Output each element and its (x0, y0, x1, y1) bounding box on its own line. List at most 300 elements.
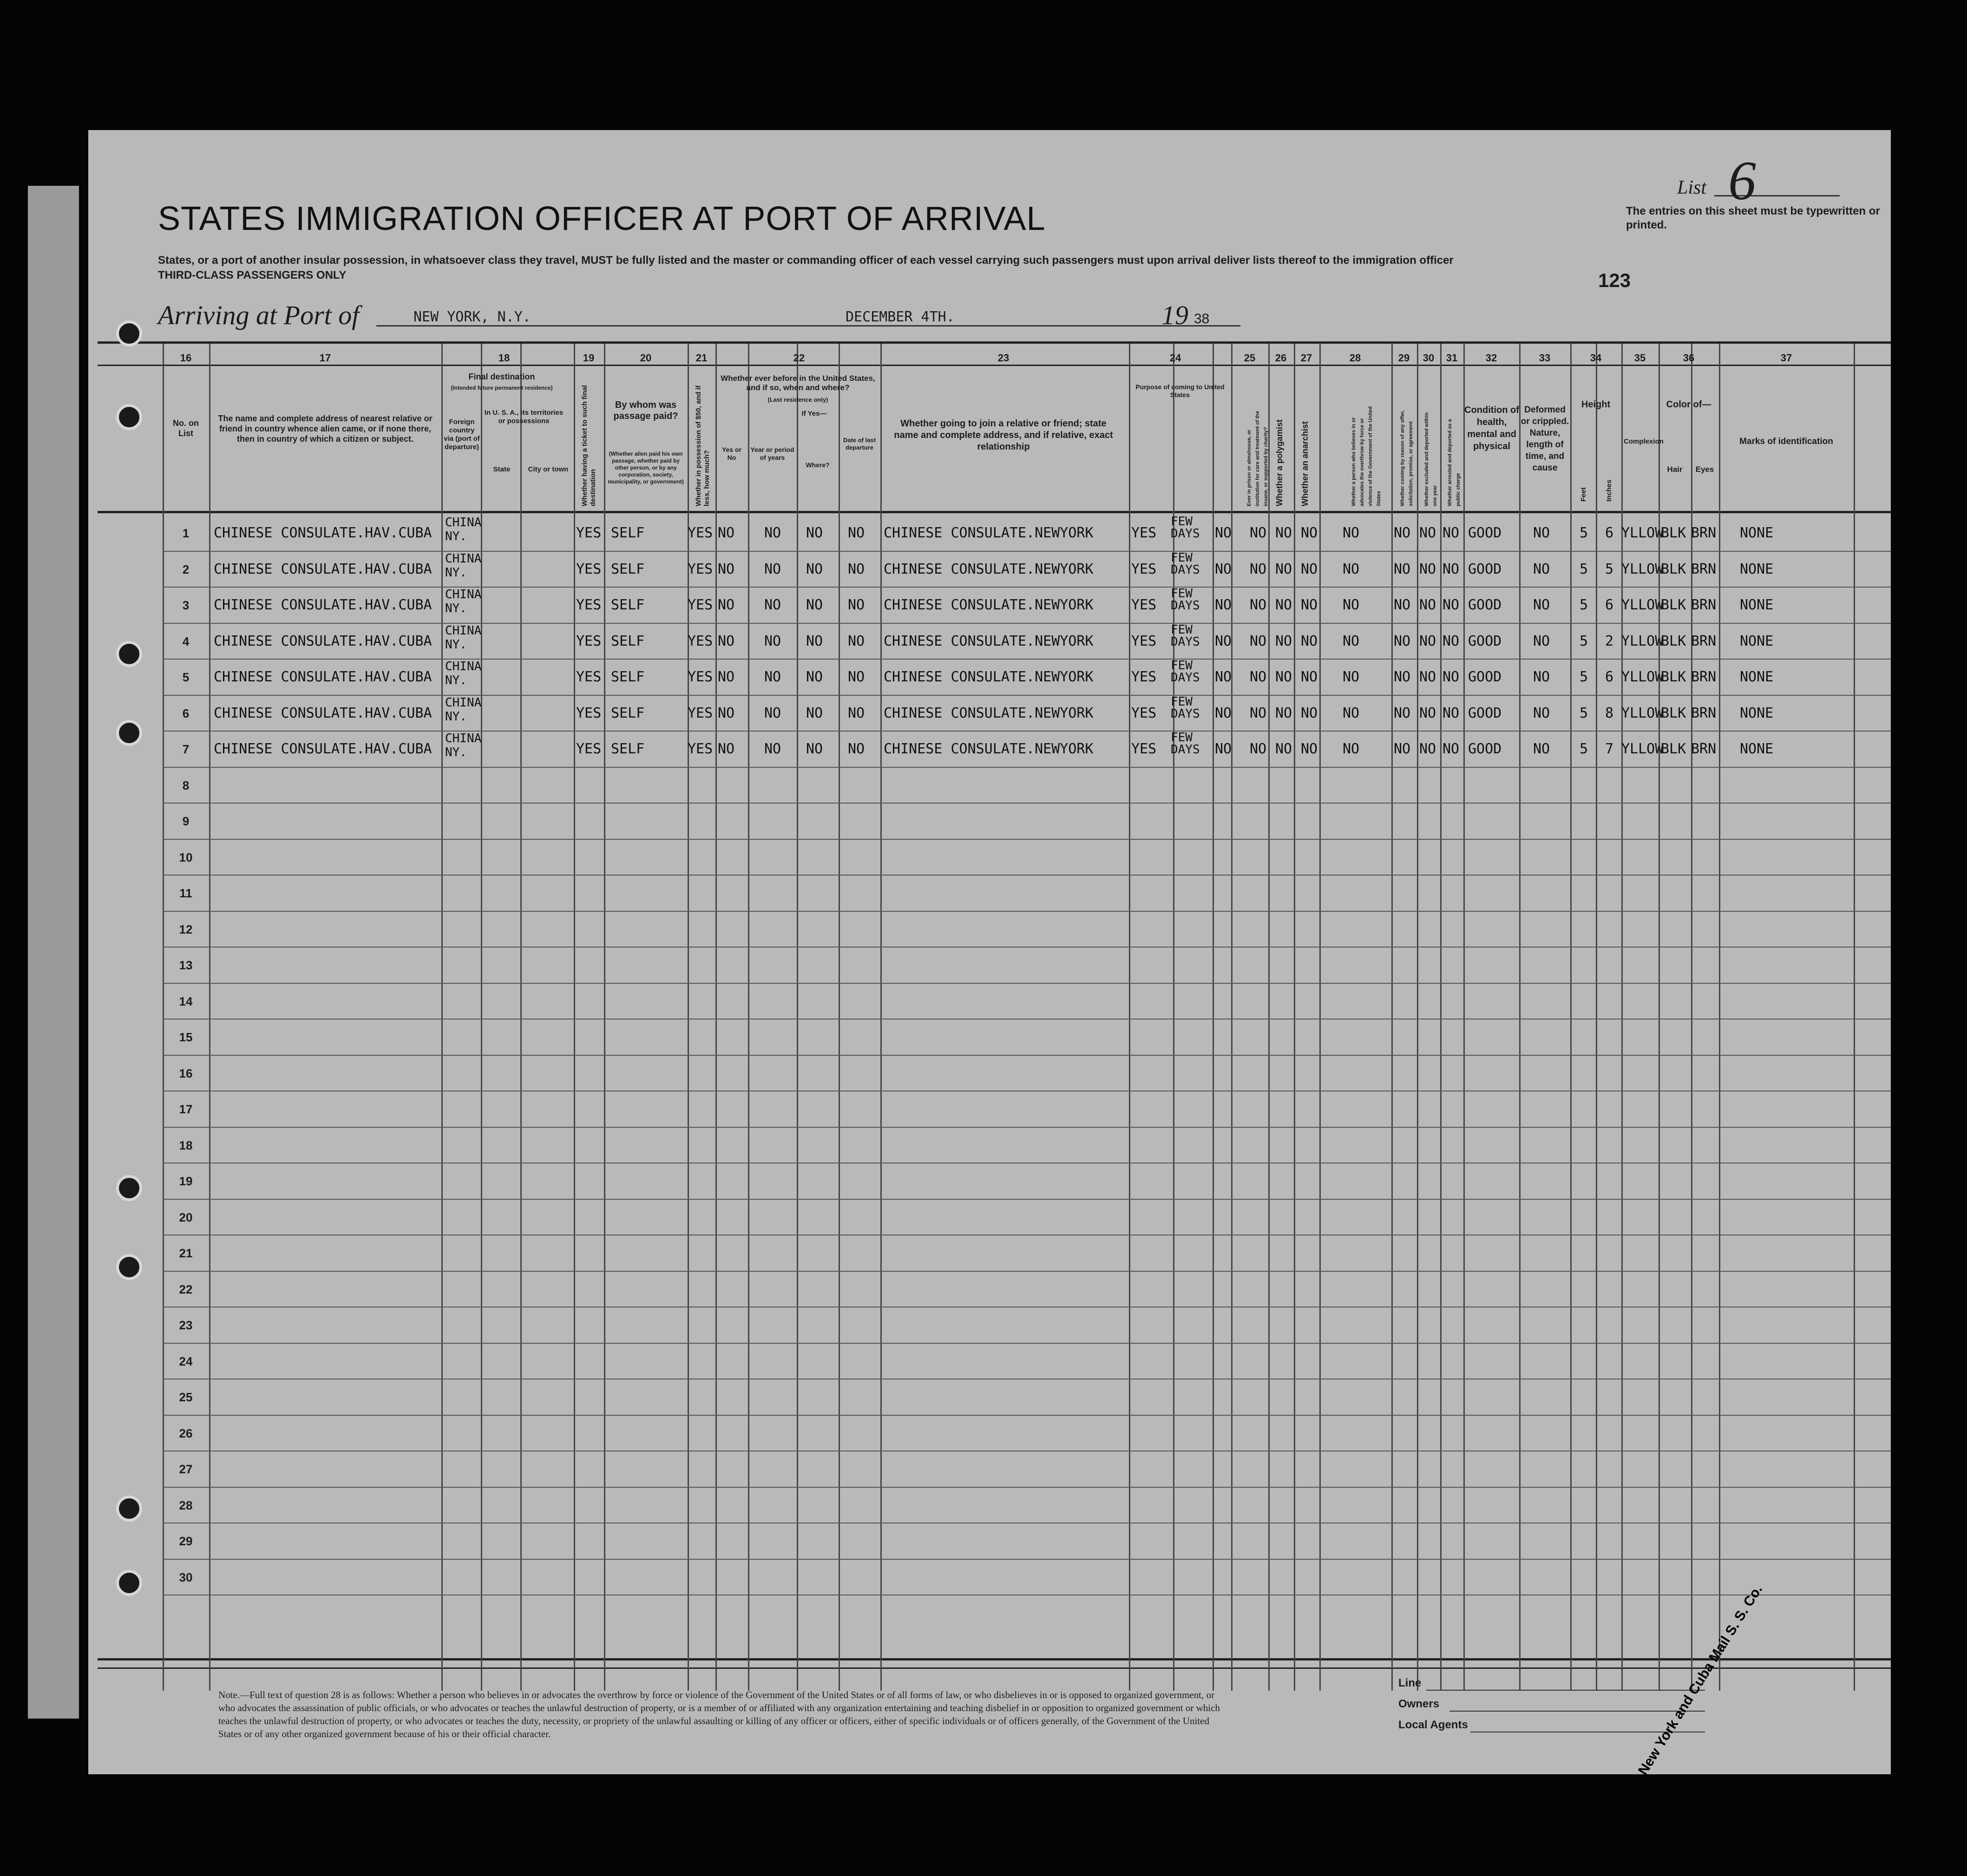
cell-c24a: YES (1131, 597, 1157, 613)
header-state: State (493, 465, 511, 473)
cell-c29: NO (1394, 741, 1411, 757)
row-number: 13 (179, 958, 193, 972)
column-number: 33 (1539, 352, 1551, 364)
cell-state: NY. (445, 673, 467, 687)
cell-relative: CHINESE CONSULATE.HAV.CUBA (214, 669, 432, 685)
cell-before: NO (718, 741, 735, 757)
header-last-residence: (Last residence only) (767, 396, 828, 403)
cell-c30: NO (1419, 669, 1436, 685)
cell-where: NO (806, 597, 823, 613)
col-rule (1659, 344, 1660, 1691)
cell-complexion: YLLOW (1621, 705, 1664, 721)
row-number: 9 (182, 814, 190, 828)
cell-deformed: NO (1533, 705, 1550, 721)
col-rule (1596, 344, 1597, 1691)
header-feet: Feet (1580, 487, 1587, 502)
cell-c25: NO (1250, 669, 1267, 685)
cell-ticket: YES (576, 669, 602, 685)
header-offer-solicitation: Whether coming by reason of any offer, solicitation, promise, or agreement (1400, 410, 1414, 506)
cell-relative: CHINESE CONSULATE.HAV.CUBA (214, 525, 432, 541)
row-rule (163, 695, 1891, 696)
row-rule (163, 1091, 1891, 1092)
header-in-usa: In U. S. A., its territories or possessions (484, 409, 564, 425)
col-rule (1129, 344, 1130, 1691)
row-rule (163, 551, 1891, 552)
row-rule (163, 875, 1891, 876)
header-if-yes: If Yes— (801, 410, 827, 418)
owners-underline (1449, 1711, 1705, 1712)
intro-sentence: States, or a port of another insular possession, in whatsoever class they travel, MUST be fully listed and the master or commanding officer of each vessel carrying such passengers must upon arrival deliver lists thereof to the immigration officer (158, 254, 1454, 267)
cell-paid: SELF (611, 741, 645, 757)
row-number: 26 (179, 1426, 193, 1440)
cell-c27: NO (1301, 597, 1318, 613)
col-rule (163, 344, 164, 1691)
column-number: 29 (1398, 352, 1410, 364)
header-final-destination (444, 372, 560, 393)
date-value: DECEMBER 4TH. (846, 309, 955, 325)
cell-eyes: BRN (1691, 561, 1717, 577)
class-label: THIRD-CLASS PASSENGERS ONLY (158, 269, 347, 281)
col-rule (209, 344, 210, 1691)
cell-state: NY. (445, 529, 467, 543)
column-number: 26 (1275, 352, 1287, 364)
row-number: 24 (179, 1354, 193, 1368)
cell-c24c: NO (1215, 597, 1232, 613)
cell-c27: NO (1301, 741, 1318, 757)
row-number: 20 (179, 1210, 193, 1224)
cell-c27: NO (1301, 561, 1318, 577)
cell-c31: NO (1442, 561, 1460, 577)
col-rule (880, 344, 882, 1691)
cell-marks: NONE (1740, 561, 1774, 577)
cell-c24a: YES (1131, 525, 1157, 541)
cell-ticket: YES (576, 705, 602, 721)
list-label: List (1677, 177, 1707, 198)
port-value: NEW YORK, N.Y. (413, 309, 531, 325)
cell-c25: NO (1250, 525, 1267, 541)
row-rule (163, 1019, 1891, 1020)
row-number: 14 (179, 994, 193, 1008)
cell-ticket: YES (576, 741, 602, 757)
header-ever-before: Whether ever before in the United States, and if so, when and where? (721, 374, 875, 392)
cell-before: NO (718, 705, 735, 721)
cell-complexion: YLLOW (1621, 525, 1664, 541)
column-number: 21 (695, 352, 708, 364)
cell-inches: 7 (1605, 741, 1614, 757)
cell-c28: NO (1343, 741, 1360, 757)
cell-deformed: NO (1533, 633, 1550, 649)
cell-c26: NO (1275, 597, 1292, 613)
cell-c31: NO (1442, 525, 1460, 541)
cell-c27: NO (1301, 669, 1318, 685)
cell-relative: CHINESE CONSULATE.HAV.CUBA (214, 705, 432, 721)
row-number: 8 (182, 778, 190, 792)
cell-eyes: BRN (1691, 633, 1717, 649)
column-number: 22 (793, 352, 805, 364)
cell-date: NO (848, 633, 865, 649)
cell-c30: NO (1419, 741, 1436, 757)
cell-money: YES (688, 669, 713, 685)
cell-marks: NONE (1740, 705, 1774, 721)
cell-date: NO (848, 669, 865, 685)
header-where: Where? (806, 461, 830, 469)
cell-money: YES (688, 633, 713, 649)
cell-year: NO (764, 705, 781, 721)
cell-where: NO (806, 669, 823, 685)
row-rule (163, 1055, 1891, 1056)
column-number: 31 (1446, 352, 1458, 364)
cell-join: CHINESE CONSULATE.NEWYORK (884, 561, 1094, 577)
cell-state: NY. (445, 565, 467, 580)
row-number: 16 (179, 1066, 193, 1080)
cell-deformed: NO (1533, 597, 1550, 613)
cell-inches: 5 (1605, 561, 1614, 577)
column-number: 18 (498, 352, 510, 364)
cell-c24a: YES (1131, 741, 1157, 757)
header-eyes: Eyes (1695, 465, 1714, 474)
cell-paid: SELF (611, 669, 645, 685)
column-number: 32 (1485, 352, 1497, 364)
header-inches: Inches (1605, 479, 1613, 502)
header-passage-paid-note: (Whether alien paid his own passage, whether paid by other person, or by any corporation, society, municipality, or government) (608, 451, 684, 485)
cell-c28: NO (1343, 597, 1360, 613)
row-rule (163, 1559, 1891, 1560)
row-number: 12 (179, 922, 193, 936)
cell-complexion: YLLOW (1621, 597, 1664, 613)
cell-deformed: NO (1533, 525, 1550, 541)
cell-inches: 6 (1605, 525, 1614, 541)
header-going-to-join: Whether going to join a relative or friend; state name and complete address, and if relative, exact relationship (894, 418, 1113, 452)
intro-text (158, 253, 1645, 283)
cell-money: YES (688, 741, 713, 757)
header-height: Height (1581, 399, 1611, 410)
cell-deformed: NO (1533, 741, 1550, 757)
header-yes-or-no: Yes or No (721, 446, 742, 461)
cell-state: NY. (445, 601, 467, 615)
column-number: 30 (1423, 352, 1435, 364)
cell-hair: BLK (1661, 597, 1686, 613)
row-number: 22 (179, 1282, 193, 1296)
row-rule (163, 947, 1891, 948)
cell-relative: CHINESE CONSULATE.HAV.CUBA (214, 561, 432, 577)
cell-c27: NO (1301, 525, 1318, 541)
cell-c24b: FEW DAYS (1171, 515, 1200, 541)
header-fifty-dollars: Whether in possession of $50, and if less, how much? (695, 385, 711, 506)
header-last-departure: Date of last departure (843, 437, 876, 451)
cell-marks: NONE (1740, 633, 1774, 649)
year-suffix: 38 (1194, 311, 1210, 327)
punch-hole (116, 720, 142, 746)
cell-date: NO (848, 705, 865, 721)
col-rule (481, 344, 482, 1691)
cell-ticket: YES (576, 561, 602, 577)
cell-feet: 5 (1580, 669, 1588, 685)
cell-inches: 2 (1605, 633, 1614, 649)
col-rule (1294, 344, 1295, 1691)
cell-c26: NO (1275, 741, 1292, 757)
cell-c28: NO (1343, 705, 1360, 721)
cell-before: NO (718, 561, 735, 577)
cell-c26: NO (1275, 633, 1292, 649)
cell-c31: NO (1442, 741, 1460, 757)
cell-where: NO (806, 741, 823, 757)
cell-eyes: BRN (1691, 705, 1717, 721)
cell-c24c: NO (1215, 741, 1232, 757)
cell-before: NO (718, 633, 735, 649)
cell-c31: NO (1442, 597, 1460, 613)
cell-c24a: YES (1131, 561, 1157, 577)
cell-c24c: NO (1215, 669, 1232, 685)
cell-feet: 5 (1580, 525, 1588, 541)
header-overthrow: Whether a person who believes in or advocates the overthrow by force or violence of the Government of the United States (1351, 406, 1382, 506)
cell-c30: NO (1419, 561, 1436, 577)
header-color-of: Color of— (1666, 399, 1711, 410)
cell-feet: 5 (1580, 741, 1588, 757)
header-foreign-country: Foreign country via (port of departure) (444, 418, 480, 451)
col-rule (1854, 344, 1855, 1691)
cell-c31: NO (1442, 669, 1460, 685)
cell-c30: NO (1419, 597, 1436, 613)
line-underline (1426, 1690, 1705, 1691)
col-rule (715, 344, 717, 1691)
cell-feet: 5 (1580, 705, 1588, 721)
row-rule (163, 1199, 1891, 1200)
cell-c29: NO (1394, 597, 1411, 613)
cell-join: CHINESE CONSULATE.NEWYORK (884, 525, 1094, 541)
cell-marks: NONE (1740, 669, 1774, 685)
cell-health: GOOD (1468, 525, 1502, 541)
cell-hair: BLK (1661, 741, 1686, 757)
column-number: 37 (1780, 352, 1792, 364)
header-hair: Hair (1667, 465, 1683, 474)
final-destination-sub: (Intended future permanent residence) (451, 385, 553, 391)
cell-eyes: BRN (1691, 741, 1717, 757)
row-rule (163, 587, 1891, 588)
cell-where: NO (806, 705, 823, 721)
cell-money: YES (688, 525, 713, 541)
cell-country: CHINA (445, 551, 482, 566)
cell-c29: NO (1394, 525, 1411, 541)
cell-state: NY. (445, 709, 467, 724)
cell-c26: NO (1275, 561, 1292, 577)
header-nearest-relative: The name and complete address of nearest relative or friend in country whence alien came, or if none there, then in country of which a citizen or subject. (218, 414, 433, 444)
cell-join: CHINESE CONSULATE.NEWYORK (884, 741, 1094, 757)
col-rule (797, 344, 798, 1691)
cell-paid: SELF (611, 597, 645, 613)
cell-country: CHINA (445, 623, 482, 638)
punch-hole (116, 1570, 142, 1596)
page-number: 123 (1598, 269, 1631, 291)
column-number: 28 (1349, 352, 1361, 364)
punch-hole (116, 320, 142, 346)
year-prefix: 19 (1161, 300, 1188, 330)
row-number: 6 (182, 706, 190, 720)
row-number: 29 (179, 1534, 193, 1548)
column-number: 19 (583, 352, 595, 364)
cell-c28: NO (1343, 561, 1360, 577)
cell-c24a: YES (1131, 705, 1157, 721)
cell-eyes: BRN (1691, 669, 1717, 685)
cell-c27: NO (1301, 633, 1318, 649)
cell-before: NO (718, 669, 735, 685)
cell-deformed: NO (1533, 561, 1550, 577)
col-rule (1213, 344, 1214, 1691)
cell-ticket: YES (576, 597, 602, 613)
row-rule (163, 803, 1891, 804)
header-year-period: Year or period of years (750, 446, 794, 461)
cell-complexion: YLLOW (1621, 741, 1664, 757)
header-deformed: Deformed or crippled. Nature, length of time, and cause (1521, 405, 1569, 473)
cell-state: NY. (445, 637, 467, 652)
cell-year: NO (764, 597, 781, 613)
col-rule (1519, 344, 1521, 1691)
cell-c24a: YES (1131, 633, 1157, 649)
cell-health: GOOD (1468, 561, 1502, 577)
cell-c24b: FEW DAYS (1171, 622, 1200, 649)
col-rule (1463, 344, 1465, 1691)
cell-relative: CHINESE CONSULATE.HAV.CUBA (214, 633, 432, 649)
row-rule (163, 1127, 1891, 1128)
list-number: 6 (1728, 150, 1756, 211)
row-number: 10 (179, 850, 193, 864)
cell-date: NO (848, 597, 865, 613)
col-rule (441, 344, 443, 1691)
cell-hair: BLK (1661, 705, 1686, 721)
cell-c25: NO (1250, 561, 1267, 577)
cell-money: YES (688, 705, 713, 721)
row-number: 28 (179, 1498, 193, 1512)
column-number: 16 (180, 352, 192, 364)
cell-health: GOOD (1468, 705, 1502, 721)
row-number: 21 (179, 1246, 193, 1260)
row-number: 27 (179, 1462, 193, 1476)
cell-deformed: NO (1533, 669, 1550, 685)
row-rule (163, 731, 1891, 732)
cell-c27: NO (1301, 705, 1318, 721)
header-excluded-deported: Whether excluded and deported within one year (1424, 412, 1438, 506)
punch-hole (116, 404, 142, 430)
punch-hole (116, 1175, 142, 1201)
cell-c29: NO (1394, 705, 1411, 721)
punch-hole (116, 641, 142, 667)
cell-inches: 6 (1605, 669, 1614, 685)
final-destination-title: Final destination (468, 372, 535, 381)
cell-date: NO (848, 741, 865, 757)
col-rule (1570, 344, 1572, 1691)
cell-hair: BLK (1661, 561, 1686, 577)
cell-c24c: NO (1215, 525, 1232, 541)
cell-money: YES (688, 561, 713, 577)
cell-paid: SELF (611, 525, 645, 541)
cell-c28: NO (1343, 525, 1360, 541)
col-rule (1319, 344, 1321, 1691)
col-rule (1691, 344, 1692, 1691)
row-rule (163, 1163, 1891, 1164)
cell-country: CHINA (445, 732, 482, 745)
binding-edge (28, 186, 79, 1719)
cell-before: NO (718, 525, 735, 541)
cell-marks: NONE (1740, 741, 1774, 757)
cell-year: NO (764, 525, 781, 541)
cell-before: NO (718, 597, 735, 613)
row-number: 3 (182, 598, 190, 612)
header-city: City or town (528, 465, 569, 473)
cell-c30: NO (1419, 633, 1436, 649)
row-rule (163, 1487, 1891, 1488)
row-number: 23 (179, 1318, 193, 1332)
entries-note: The entries on this sheet must be typewritten or printed. (1626, 205, 1880, 231)
col-rule (748, 344, 749, 1691)
cell-c29: NO (1394, 561, 1411, 577)
column-number: 20 (640, 352, 652, 364)
cell-complexion: YLLOW (1621, 669, 1664, 685)
header-purpose: Purpose of coming to United States (1135, 383, 1225, 399)
cell-c24c: NO (1215, 633, 1232, 649)
row-rule (163, 983, 1891, 984)
footnote-q28: Note.—Full text of question 28 is as follows: Whether a person who believes in or advocates the overthrow by force or violence of the Government of the United States or of all forms of law, or who disbelieves in or is opposed to organized government, or who advocates the assassination of public officials, or who advocates or teaches the unlawful destruction of property, or is a member of or affiliated with any organization entertaining and teaching disbelief in or opposition to organized government or which teaches the unlawful destruction of property, or who advocates or teaches the duty, necessity, or propriety of the unlawful assaulting or killing of any officer or officers, either of specific individuals or of officers generally, of the Government of the United States or of any other organized government because of his or their official character. (218, 1689, 1220, 1739)
cell-health: GOOD (1468, 741, 1502, 757)
cell-health: GOOD (1468, 597, 1502, 613)
row-number: 19 (179, 1174, 193, 1188)
cell-c24a: YES (1131, 669, 1157, 685)
header-prison: Ever in prison or almshouse, or institution for care and treatment of the insane, or supported by charity? (1246, 411, 1269, 506)
cell-c26: NO (1275, 705, 1292, 721)
cell-c30: NO (1419, 705, 1436, 721)
cell-eyes: BRN (1691, 525, 1717, 541)
col-rule (1719, 344, 1720, 1691)
header-complexion: Complexion (1624, 438, 1664, 445)
cell-feet: 5 (1580, 597, 1588, 613)
row-number: 2 (182, 562, 190, 576)
cell-relative: CHINESE CONSULATE.HAV.CUBA (214, 597, 432, 613)
col-rule (520, 344, 522, 1691)
column-number: 23 (997, 352, 1010, 364)
owners-label: Owners (1398, 1698, 1440, 1710)
cell-year: NO (764, 669, 781, 685)
cell-c26: NO (1275, 525, 1292, 541)
row-number: 5 (182, 670, 190, 684)
row-rule (163, 623, 1891, 624)
header-ticket: Whether having a ticket to such final destination (581, 385, 597, 506)
cell-year: NO (764, 741, 781, 757)
row-number: 1 (182, 526, 190, 540)
cell-feet: 5 (1580, 633, 1588, 649)
manifest-sheet (88, 130, 1891, 1778)
row-rule (163, 659, 1891, 660)
col-rule (1417, 344, 1418, 1691)
cell-join: CHINESE CONSULATE.NEWYORK (884, 705, 1094, 721)
cell-c24c: NO (1215, 705, 1232, 721)
col-rule (574, 344, 575, 1691)
cell-year: NO (764, 561, 781, 577)
row-number: 11 (179, 886, 192, 900)
cell-complexion: YLLOW (1621, 561, 1664, 577)
row-rule (163, 839, 1891, 840)
cell-inches: 8 (1605, 705, 1614, 721)
row-rule (163, 1343, 1891, 1344)
cell-eyes: BRN (1691, 597, 1717, 613)
cell-c29: NO (1394, 669, 1411, 685)
cell-ticket: YES (576, 633, 602, 649)
cell-date: NO (848, 525, 865, 541)
punch-hole (116, 1496, 142, 1522)
col-rule (604, 344, 605, 1691)
cell-paid: SELF (611, 561, 645, 577)
col-rule (1391, 344, 1393, 1691)
row-number: 4 (182, 634, 190, 648)
col-rule (1231, 344, 1233, 1691)
column-number: 27 (1300, 352, 1312, 364)
